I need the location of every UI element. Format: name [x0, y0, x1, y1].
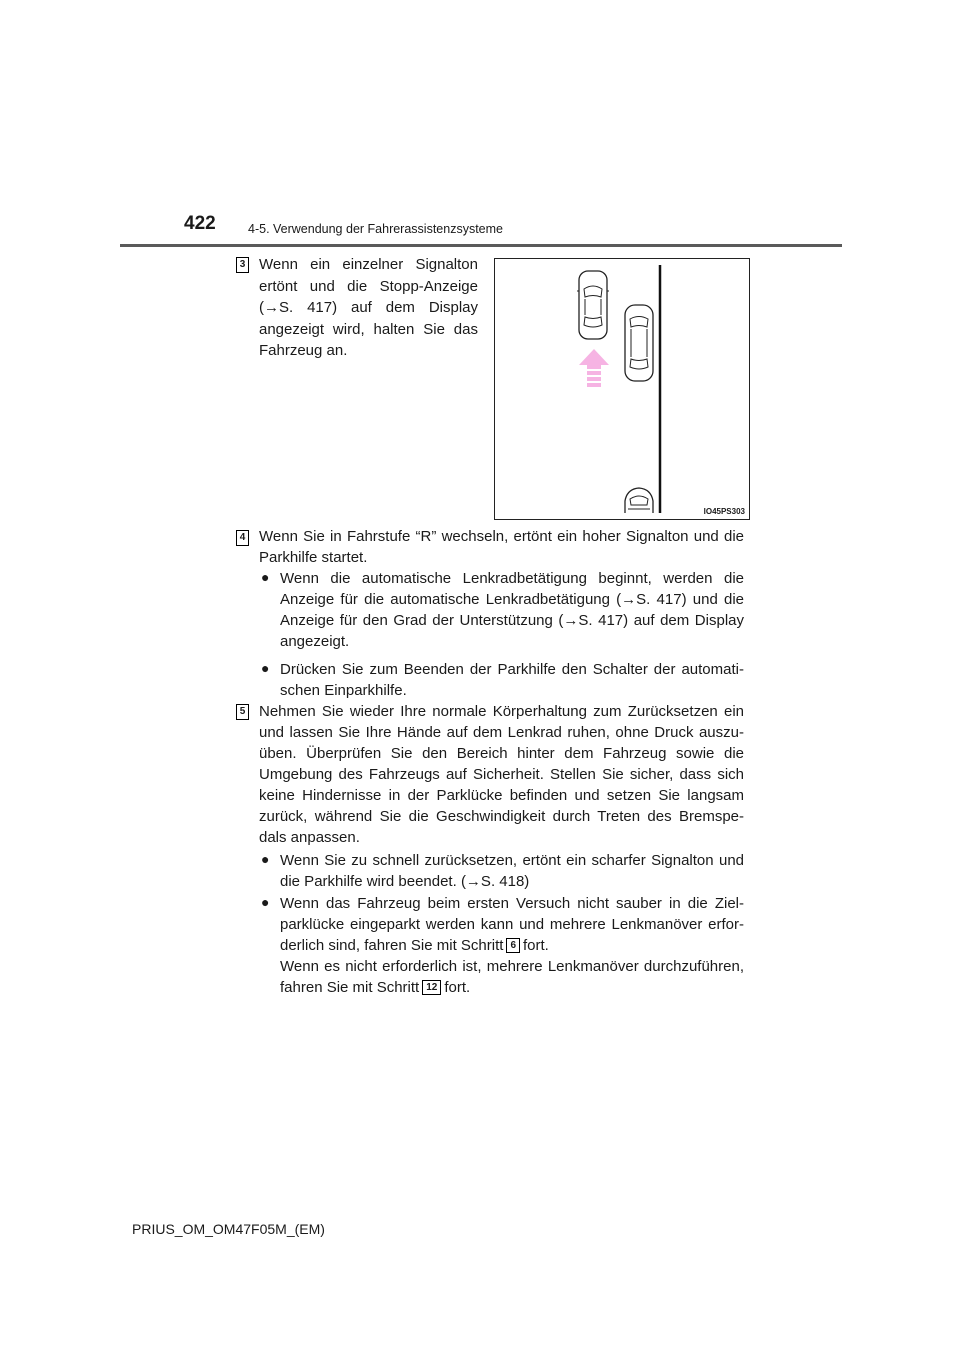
text-line [280, 977, 744, 998]
text-fragment: derlich sind, fahren Sie mit Schritt [280, 937, 504, 954]
figure-code: IO45PS303 [703, 507, 745, 516]
text-line: Anzeige für den Grad der Unterstützung (→S. 417) auf dem Display [280, 612, 744, 629]
section-title: 4-5. Verwendung der Fahrerassistenzsysteme [248, 222, 503, 236]
text-line: angezeigt wird, halten Sie das [259, 320, 478, 338]
page-number: 422 [184, 213, 216, 234]
text-line: ertönt und die Stopp-Anzeige [259, 277, 478, 295]
text-line: und lassen Sie Ihre Hände auf dem Lenkrad ruhen, ohne Druck auszu- [259, 724, 744, 741]
text-line: Nehmen Sie wieder Ihre normale Körperhaltung zum Zurücksetzen ein [259, 703, 744, 720]
text-line: (→S. 417) auf dem Display [259, 299, 478, 316]
text-fragment: fort. [444, 979, 471, 996]
car-top-view-icon [577, 271, 609, 339]
text-line: die Parkhilfe wird beendet. (→S. 418) [280, 873, 530, 890]
step-badge-3: 3 [236, 257, 249, 273]
document-code: PRIUS_OM_OM47F05M_(EM) [132, 1221, 325, 1237]
text-line: angezeigt. [280, 633, 350, 650]
step-3-text [259, 254, 478, 362]
step-4-text [259, 526, 744, 568]
parking-illustration [494, 258, 750, 520]
text-line: Wenn ein einzelner Signalton [259, 256, 478, 273]
forward-arrow-icon [579, 349, 609, 387]
bullet-icon: ● [261, 660, 270, 676]
text-line: schen Einparkhilfe. [280, 682, 407, 699]
step-badge-5: 5 [236, 704, 249, 720]
car-top-view-icon [625, 305, 653, 381]
text-line: Umgebung des Fahrzeugs auf Sicherheit. Stellen Sie sicher, dass sich [259, 766, 744, 783]
step-reference-6: 6 [506, 938, 520, 953]
bullet-icon: ● [261, 894, 270, 910]
text-fragment: fahren Sie mit Schritt [280, 979, 420, 996]
text-line [280, 935, 744, 956]
text-line: Drücken Sie zum Beenden der Parkhilfe den Schalter der automati- [280, 661, 744, 678]
step-4-bullet-2 [280, 659, 744, 701]
car-rear-view-icon [625, 488, 653, 513]
text-line: keine Hindernisse in der Parklücke befinden und setzen Sie langsam [259, 787, 744, 804]
step-5-bullet-1 [280, 850, 744, 892]
text-line: Anzeige für die automatische Lenkradbetätigung (→S. 417) und die [280, 591, 744, 608]
text-line: dals anpassen. [259, 829, 360, 846]
bullet-icon: ● [261, 851, 270, 867]
text-line: Wenn Sie zu schnell zurücksetzen, ertönt ein scharfer Signalton und [280, 852, 744, 869]
step-5-bullet-2 [280, 893, 744, 998]
step-4-bullet-1 [280, 568, 744, 652]
parking-diagram [495, 259, 749, 519]
text-line: Wenn es nicht erforderlich ist, mehrere Lenkmanöver durchzuführen, [280, 958, 744, 975]
text-line: Fahrzeug an. [259, 342, 348, 359]
step-badge-4: 4 [236, 530, 249, 546]
text-line: Wenn Sie in Fahrstufe “R” wechseln, ertönt ein hoher Signalton und die [259, 528, 744, 545]
text-line: zurück, während Sie die Geschwindigkeit durch Treten des Bremspe- [259, 808, 744, 825]
text-line: parklücke eingeparkt werden kann und mehrere Lenkmanöver erfor- [280, 916, 744, 933]
bullet-icon: ● [261, 569, 270, 585]
text-line: üben. Überprüfen Sie den Bereich hinter dem Fahrzeug sowie die [259, 745, 744, 762]
step-reference-12: 12 [422, 980, 441, 995]
text-line: Parkhilfe startet. [259, 549, 368, 566]
text-line: Wenn die automatische Lenkradbetätigung beginnt, werden die [280, 570, 744, 587]
header-rule [120, 244, 842, 247]
step-5-text [259, 701, 744, 848]
text-line: Wenn das Fahrzeug beim ersten Versuch nicht sauber in die Ziel- [280, 895, 744, 912]
text-fragment: fort. [523, 937, 549, 954]
